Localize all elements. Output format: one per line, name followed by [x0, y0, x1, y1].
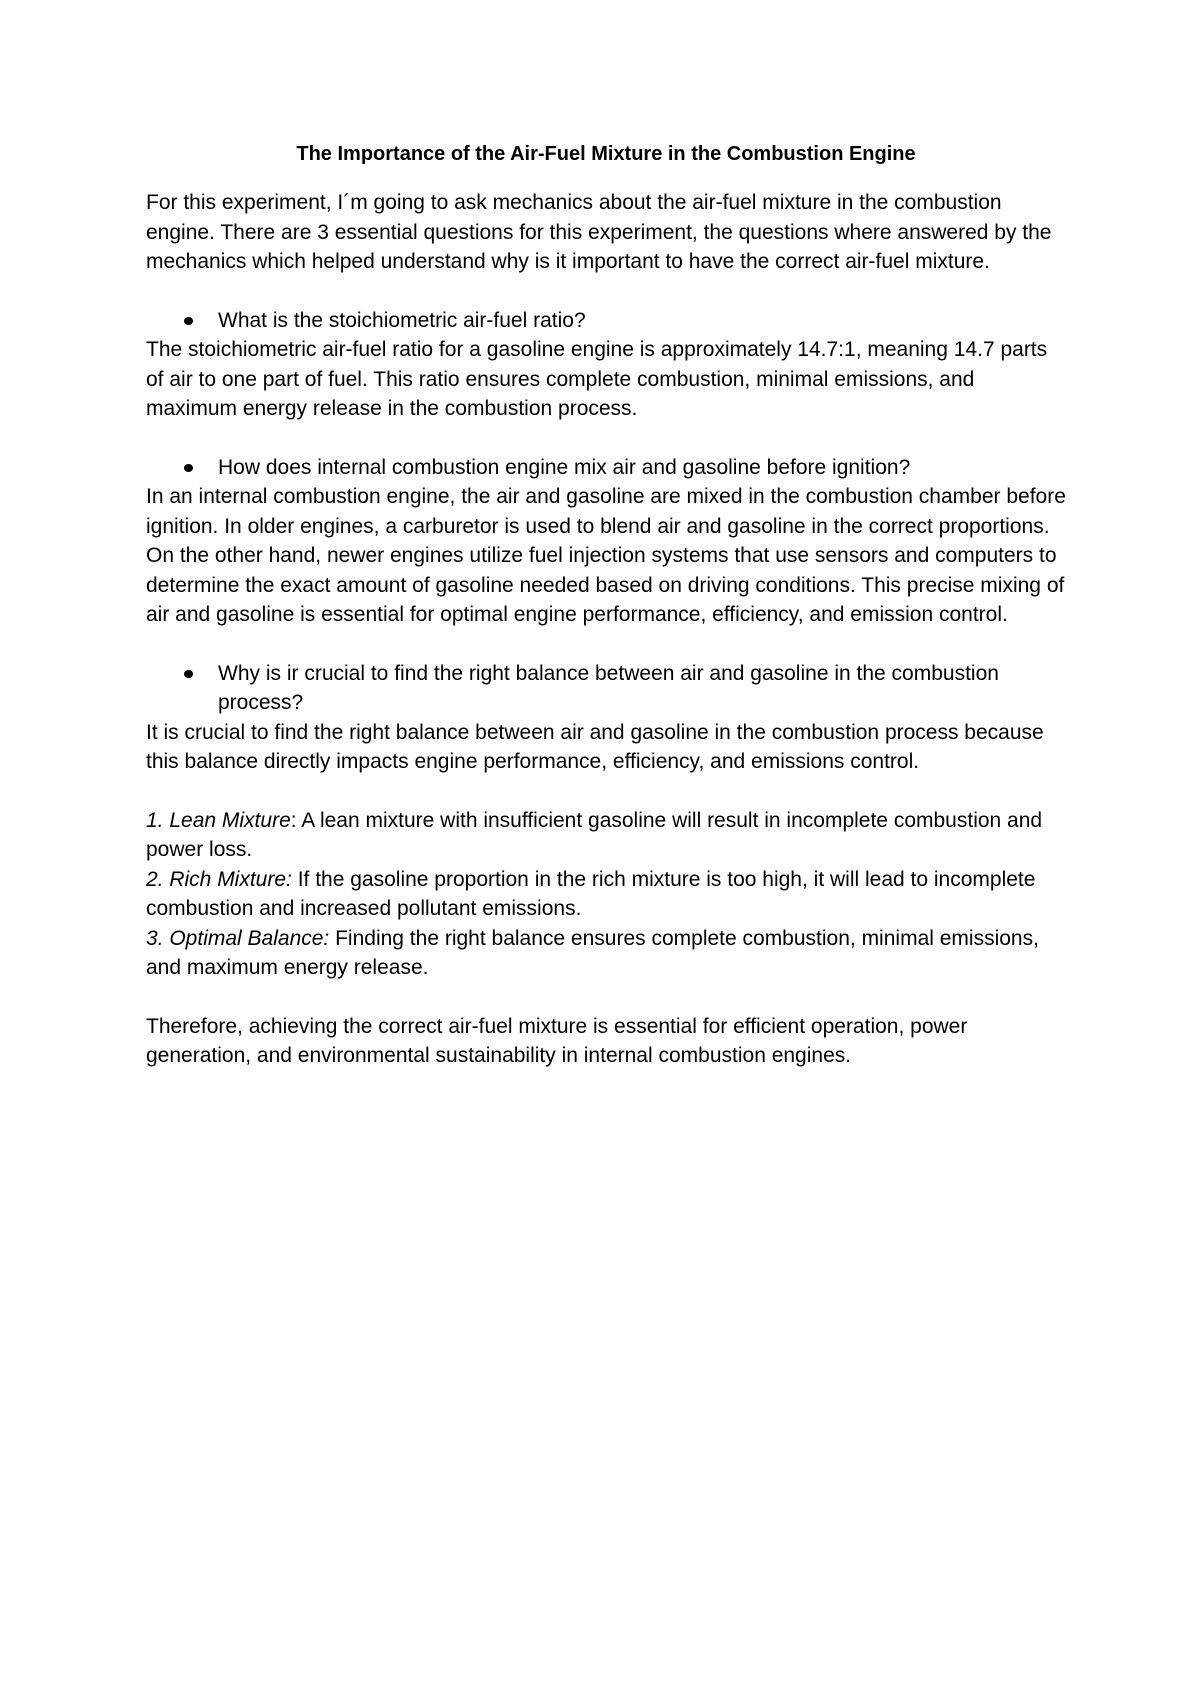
conclusion-paragraph: Therefore, achieving the correct air-fuel mixture is essential for efficient operation, power generation, and environmental sustainability in internal combustion engines. [146, 1014, 968, 1067]
question-text: Why is ir crucial to find the right balance between air and gasoline in the combustion process? [218, 661, 999, 714]
question-item-3 [146, 659, 1066, 718]
question-text: How does internal combustion engine mix air and gasoline before ignition? [218, 455, 911, 479]
mixture-label: 1. Lean Mixture [146, 808, 291, 832]
bullet-icon [184, 670, 193, 678]
mixture-label: 3. Optimal Balance: [146, 926, 330, 950]
question-item-2 [146, 453, 1066, 483]
mixture-item-lean [146, 806, 1066, 865]
spacer [146, 983, 1066, 1012]
spacer [146, 277, 1066, 306]
mixture-item-rich [146, 865, 1066, 924]
bullet-icon [184, 464, 193, 472]
spacer [146, 630, 1066, 659]
bullet-icon [184, 317, 193, 325]
spacer [146, 777, 1066, 806]
answer-paragraph-2: In an internal combustion engine, the air and gasoline are mixed in the combustion chamber before ignition. In older engines, a carburetor is used to blend air and gasoline in the correct proportions. On the other hand, newer engines utilize fuel injection systems that use sensors and computers to determine the exact amount of gasoline needed based on driving conditions. This precise mixing of air and gasoline is essential for optimal engine performance, efficiency, and emission control. [146, 485, 1066, 626]
mixture-label: 2. Rich Mixture: [146, 867, 292, 891]
answer-paragraph-3: It is crucial to find the right balance between air and gasoline in the combustion process because this balance directly impacts engine performance, efficiency, and emissions control. [146, 720, 1044, 773]
question-item-1 [146, 306, 1066, 336]
question-text: What is the stoichiometric air-fuel ratio? [218, 308, 586, 332]
mixture-text: If the gasoline proportion in the rich mixture is too high, it will lead to incomplete combustion and increased pollutant emissions. [146, 867, 1036, 920]
intro-paragraph: For this experiment, I´m going to ask mechanics about the air-fuel mixture in the combustion engine. There are 3 essential questions for this experiment, the questions where answered by the mechanics which helped understand why is it important to have the correct air-fuel mixture. [146, 191, 1052, 273]
answer-paragraph-1: The stoichiometric air-fuel ratio for a gasoline engine is approximately 14.7:1, meaning 14.7 parts of air to one part of fuel. This ratio ensures complete combustion, minimal emissions, and maximum energy release in the combustion process. [146, 338, 1048, 420]
mixture-text: : A lean mixture with insufficient gasoline will result in incomplete combustion and power loss. [146, 808, 1043, 861]
mixture-item-optimal [146, 924, 1066, 983]
mixture-text: Finding the right balance ensures complete combustion, minimal emissions, and maximum energy release. [146, 926, 1039, 979]
document-title: The Importance of the Air-Fuel Mixture in the Combustion Engine [296, 143, 916, 165]
spacer [146, 424, 1066, 453]
document-page [146, 140, 1066, 1071]
